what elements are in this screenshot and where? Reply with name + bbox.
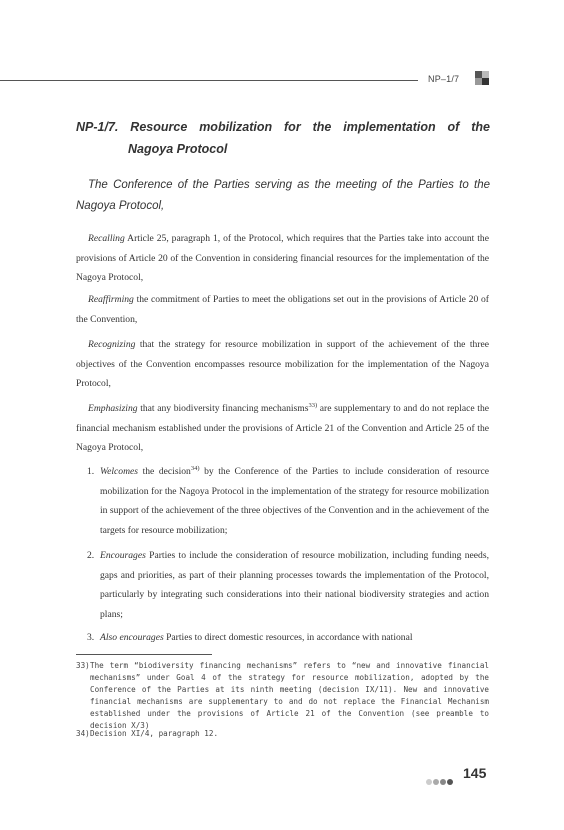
header-square (482, 71, 489, 78)
title-word: the (312, 120, 332, 134)
header-rule (0, 80, 418, 81)
paragraph-emphasizing (76, 399, 489, 458)
footnote-33 (76, 660, 489, 732)
footnote-number: 34) (76, 729, 90, 738)
item-lead: Welcomes (100, 466, 139, 477)
title-word: Resource (130, 120, 188, 134)
page-number: 145 (463, 765, 487, 781)
item-body: Parties to direct domestic resources, in accordance with national (163, 632, 413, 643)
operative-item-1 (87, 462, 489, 540)
preamble: The Conference of the Parties serving as the meeting of the Parties to the Nagoya Protocol, (76, 179, 490, 212)
item-text (87, 462, 489, 540)
item-number: 3. (87, 632, 95, 643)
footer-dot (426, 779, 432, 785)
paragraph-lead: Recalling (88, 233, 125, 244)
paragraph-reaffirming (76, 290, 489, 329)
decision-title (76, 120, 490, 162)
item-body: by the Conference of the Parties to include consideration of resource mobilization for the Nagoya Protocol in the implementation of the strategy for resource mobilization in support of the achievement of the three objectives of the Convention and in the achievement of the targets for resource mobilization; (100, 466, 489, 536)
footnote-ref-33[interactable]: 33) (308, 402, 318, 409)
title-word: the (471, 120, 490, 134)
header-square (475, 71, 482, 78)
title-word: for (284, 120, 301, 134)
footnote-34 (76, 728, 489, 740)
footnote-ref-34[interactable]: 34) (190, 465, 200, 472)
paragraph-text: the commitment of Parties to meet the obligations set out in the provisions of Article 20 of the Convention, (76, 294, 489, 325)
footer-dot (447, 779, 453, 785)
item-body: the decision (138, 466, 191, 477)
item-body: Parties to include the consideration of resource mobilization, including funding needs, gaps and priorities, as part of their planning processes towards the implementation of the Protocol, particularly by integrating such considerations into their national biodiversity strategies and action plans; (100, 550, 489, 620)
paragraph-lead: Reaffirming (88, 294, 134, 305)
title-word: of (447, 120, 460, 134)
paragraph-recognizing (76, 335, 489, 394)
paragraph-lead: Recognizing (88, 339, 136, 350)
footnote-separator (76, 654, 212, 655)
item-number: 2. (87, 550, 95, 561)
item-number: 1. (87, 466, 95, 477)
paragraph-text: that the strategy for resource mobilization in support of the achievement of the three objectives of the Convention encompasses resource mobilization for the implementation of the Nagoya Protocol, (76, 339, 489, 389)
title-line-1 (76, 120, 490, 140)
paragraph-text: are supplementary to and do not replace the financial mechanism established under the provisions of Article 21 of the Convention and Article 25 of the Nagoya Protocol, (76, 403, 489, 453)
title-word: NP-1/7. (76, 120, 119, 134)
item-lead: Also encourages (100, 632, 164, 643)
paragraph-text: Article 25, paragraph 1, of the Protocol, which requires that the Parties take into account the provisions of Article 20 of the Convention in considering financial resources for the implementation of the Nagoya Protocol, (76, 233, 489, 283)
paragraph-lead: Emphasizing (88, 403, 138, 414)
operative-item-3 (87, 628, 489, 648)
running-header-code: NP–1/7 (428, 74, 460, 84)
footer-dot (433, 779, 439, 785)
title-word: implementation (343, 120, 436, 134)
footnote-text: Decision XI/4, paragraph 12. (90, 729, 219, 738)
footnote-number: 33) (76, 661, 90, 670)
paragraph-text: that any biodiversity financing mechanisms (137, 403, 309, 414)
footnote-text: The term “biodiversity financing mechanisms” refers to “new and innovative financial mechanisms” under Goal 4 of the strategy for resource mobilization, adopted by the Conference of the Parties at its ninth meeting (decision IX/11). New and innovative financial mechanisms are supplementary to and do not replace the Financial Mechanism established under the provisions of Article 21 of the Convention (see preamble to decision X/3) (90, 661, 489, 730)
title-line-2: Nagoya Protocol (128, 142, 228, 156)
header-square (482, 78, 489, 85)
item-lead: Encourages (100, 550, 146, 561)
header-square (475, 78, 482, 85)
operative-item-2 (87, 546, 489, 624)
paragraph-recalling (76, 229, 489, 288)
title-word: mobilization (199, 120, 273, 134)
item-text (87, 628, 489, 648)
header-squares-ornament (475, 71, 489, 85)
footer-dots-ornament (426, 772, 454, 780)
footer-dot (440, 779, 446, 785)
item-text (87, 546, 489, 624)
